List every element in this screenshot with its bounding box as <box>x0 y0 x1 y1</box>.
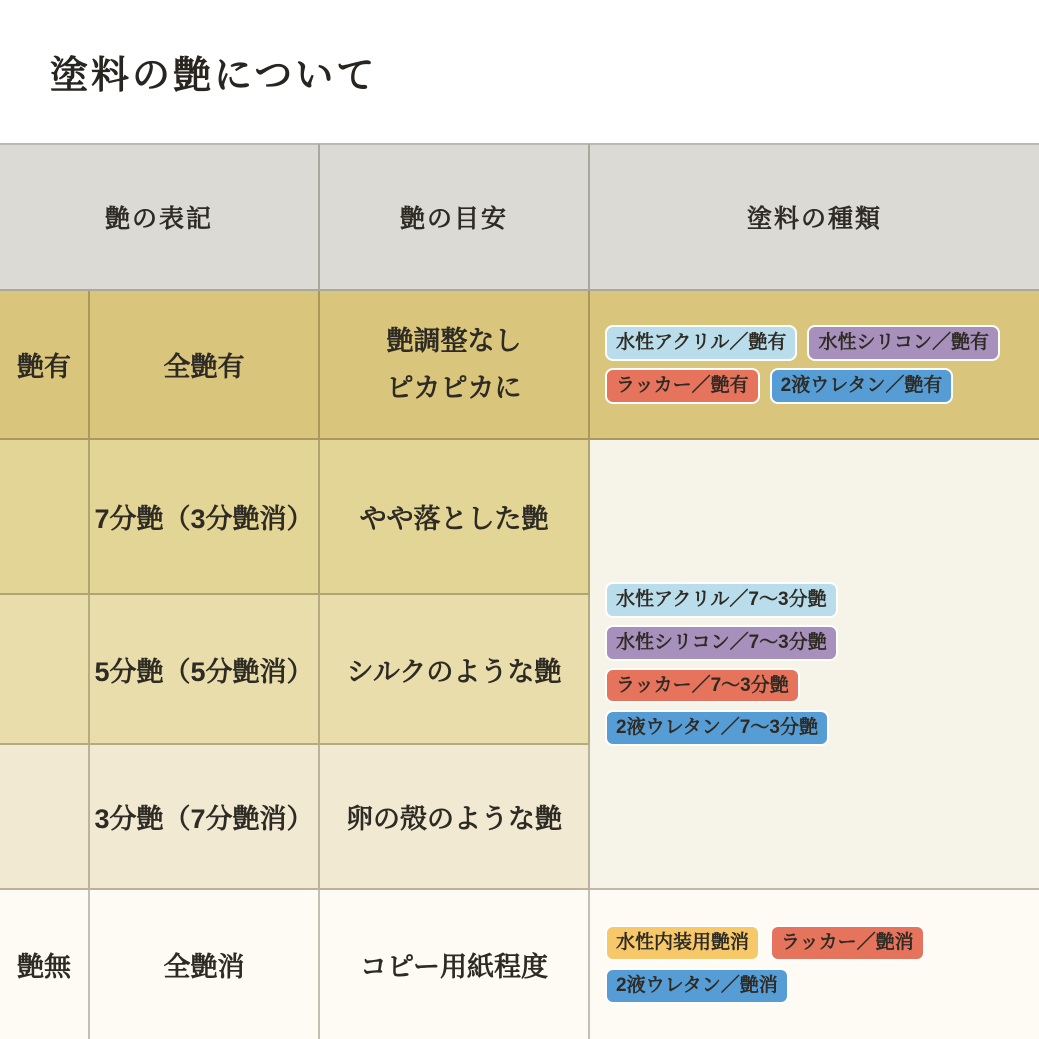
category-cell-empty <box>0 440 90 595</box>
category-cell-empty <box>0 595 90 745</box>
guide-text <box>387 318 522 411</box>
badge-line <box>605 582 838 618</box>
category-cell-matte: 艶無 <box>0 890 90 1039</box>
guide-cell: コピー用紙程度 <box>320 890 590 1039</box>
notation-cell: 5分艶（5分艶消） <box>90 595 320 745</box>
paint-types-cell-mid-gloss <box>590 440 1039 890</box>
paint-badge: ラッカー／7〜3分艶 <box>605 668 800 704</box>
badge-line <box>605 668 800 704</box>
notation-cell: 7分艶（3分艶消） <box>90 440 320 595</box>
notation-cell: 全艶有 <box>90 291 320 440</box>
guide-cell: やや落とした艶 <box>320 440 590 595</box>
paint-badge: 水性シリコン／艶有 <box>807 325 1000 361</box>
guide-line-1: 艶調整なし <box>386 326 522 357</box>
paint-badge: 水性内装用艶消 <box>605 925 760 961</box>
paint-badge: 水性アクリル／艶有 <box>605 325 797 361</box>
badge-line <box>605 625 838 661</box>
guide-line-2: ピカピカに <box>386 372 522 403</box>
col-header-guide: 艶の目安 <box>320 143 590 291</box>
badge-line <box>605 925 925 961</box>
page-title: 塗料の艶について <box>50 55 378 97</box>
badge-line <box>605 325 1000 361</box>
badge-line <box>605 710 829 746</box>
paint-badge: ラッカー／艶有 <box>605 368 760 404</box>
paint-badge: 2液ウレタン／7〜3分艶 <box>605 710 829 746</box>
paint-types-cell-matte <box>590 890 1039 1039</box>
paint-badge: 2液ウレタン／艶有 <box>770 368 954 404</box>
col-header-notation: 艶の表記 <box>0 143 320 291</box>
col-header-paint-types: 塗料の種類 <box>590 143 1039 291</box>
guide-cell: シルクのような艶 <box>320 595 590 745</box>
gloss-table <box>0 143 1039 1039</box>
category-cell-empty <box>0 745 90 890</box>
notation-cell: 3分艶（7分艶消） <box>90 745 320 890</box>
guide-cell: 卵の殻のような艶 <box>320 745 590 890</box>
paint-badge: ラッカー／艶消 <box>770 925 925 961</box>
paint-badge: 2液ウレタン／艶消 <box>605 968 789 1004</box>
badge-line <box>605 968 789 1004</box>
guide-cell <box>320 291 590 440</box>
paint-badge: 水性シリコン／7〜3分艶 <box>605 625 838 661</box>
category-cell-gloss: 艶有 <box>0 291 90 440</box>
paint-types-cell-gloss <box>590 291 1039 440</box>
badge-line <box>605 368 953 404</box>
paint-badge: 水性アクリル／7〜3分艶 <box>605 582 838 618</box>
notation-cell: 全艶消 <box>90 890 320 1039</box>
